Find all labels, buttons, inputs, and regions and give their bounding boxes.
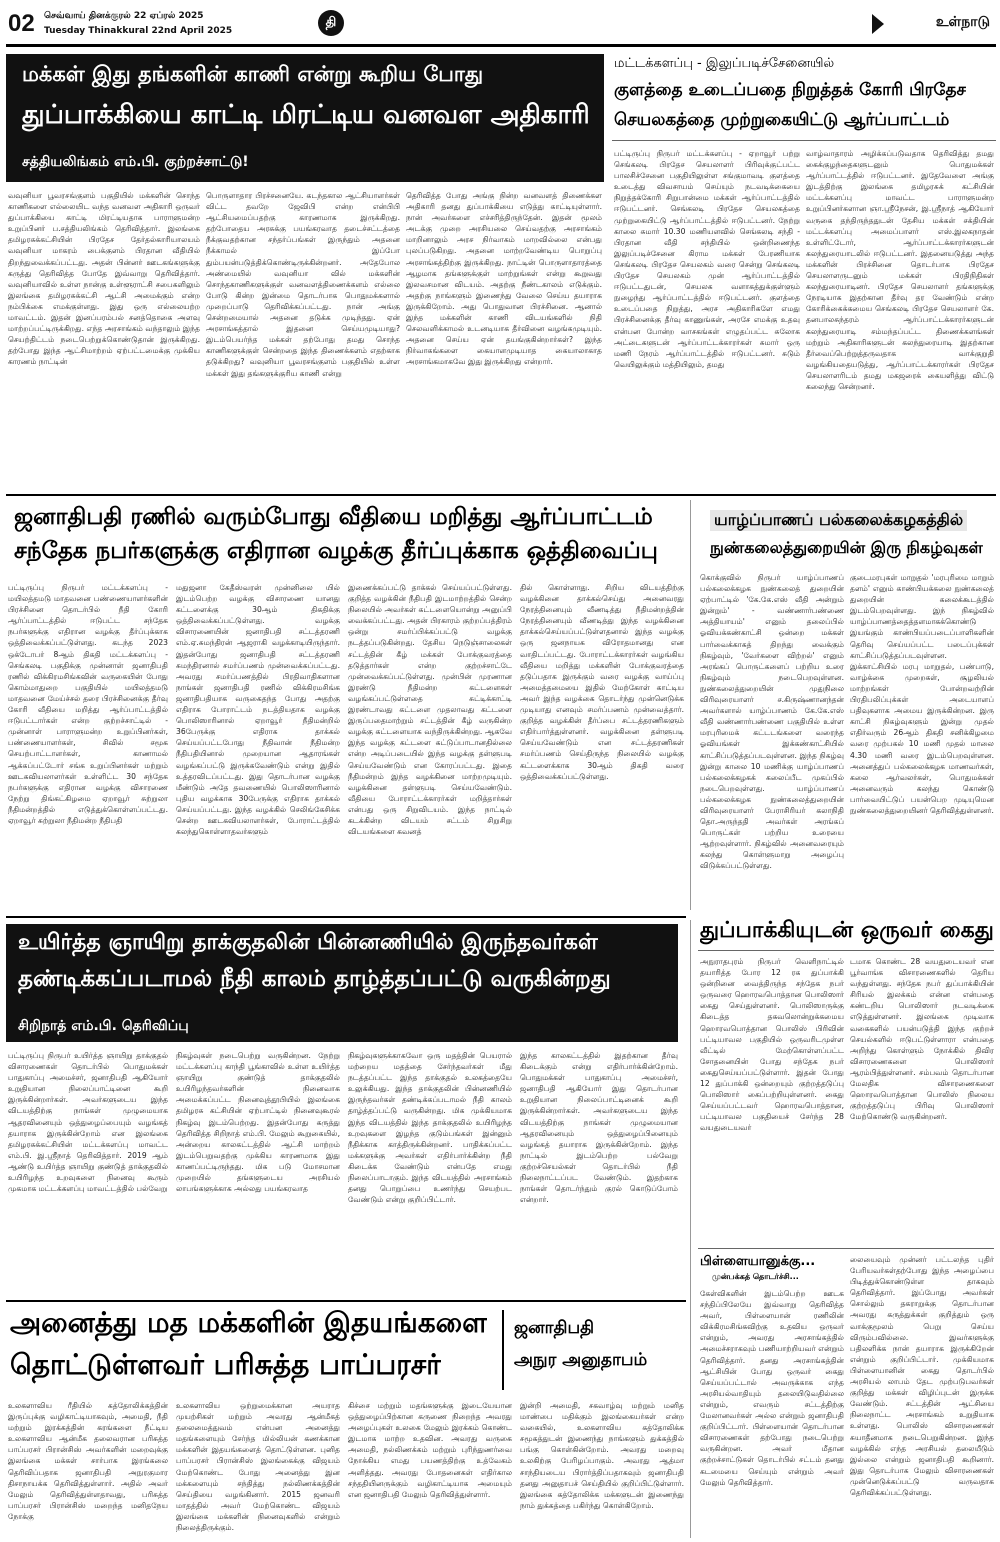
article6-column-1: பட்டிருப்பு நிருபர் உயிர்த்த ஞாயிறு தாக்குதல் விசாரணைகள் தொடர்பில் பொதுமக்கள் பாதுகாப்பு அமைச்சர், ஜனாதிபதி ஆகியோர் உறுதியான நிலைப்பாட்டினை கூறி இருக்கின்றார்கள். அவர்களுடைய இந்த விடயத்திற்கு நாங்கள் முழுமையாக ஆதரவினையும் ஒத்துழைப்பையும் வழங்கத் தயாராக இருக்கின்றோம் என இலங்கை தமிழரசுக்கட்சியின் மட்டக்களப்பு மாவட்ட எம்.பி. இ.ஸ்ரீநாத் தெரிவித்தார். 2019 ஆம் ஆண்டு உயிர்த்த ஞாயிறு குண்டுத் தாக்குதலில் உயிரிழந்த உறவுகளை நினைவு கூரும் முகமாக மட்டக்களப்பு மாவட்டத்தில் பல்வேறு (8, 1051, 168, 1194)
article6-column-4: இந்த காலகட்டத்தில் இதற்கான தீர்வு கிடைக்கும் என்று எதிர்பார்க்கின்றோம். பொதுமக்கள் பாதுகாப்பு அமைச்சர், ஜனாதிபதி ஆகியோர் இது தொடர்பான உறுதியான நிலைப்பாட்டினைக் கூறி இருக்கின்றார்கள். அவர்களுடைய இந்த விடயத்திற்கு நாங்கள் முழுமையான ஆதரவினையும் ஒத்துழைப்பினையும் வழங்கத் தயாராக இருக்கின்றோம். இந்த நாட்டில் இடம்பெற்ற பல்வேறு குற்றச்செயல்கள் தொடர்பில் நீதி நிலைநாட்டப்பட வேண்டும். இதற்காக நாங்கள் தொடர்ந்தும் குரல் கொடுப்போம் என்றார். (520, 1051, 678, 1205)
article4-column-1: கொக்குவில் நிருபர் யாழ்ப்பாணப் பல்கலைக்கழக நுண்கலைத் துறையின் ஏற்பாட்டில் 'கே.கே.எஸ் வீதி அன்றும் இன்றும்' - வண்ணார்பண்ணை அத்தியாயம்' எனும் தலைப்பில் ஓவியக்கண்காட்சி ஒன்றை மக்கள் பார்வைக்காகத் திறந்து வைக்கும் நிகழ்வும், 'வேர்களை விற்றல்' எனும் அரங்கப் பொருட்களைப் பற்றிய உரை நிகழ்வும் நடைபெறவுள்ளன. நுண்கலைத்துறையின் முதுநிலை விரிவுரையாளர் ச.கிருஷ்ணானந்தன் அவர்களால் யாழ்ப்பாணம் கே.கே.எஸ் வீதி வண்ணார்பண்ணை பகுதியில் உள்ள மரபுரிமைக் கட்டடங்களை வரைந்த ஓவியங்கள் இக்கண்காட்சியில் காட்சிப்படுத்தப்படவுள்ளன. இந்த நிகழ்வு இன்று காலை 10 மணிக்கு யாழ்ப்பாணப் பல்கலைக்கழகக் கலைப்பீட முகப்பில் நடைபெறவுள்ளது. யாழ்ப்பாணப் பல்கலைக்கழக நுண்கலைத்துறையின் விரிவுரையாளர் பேராசிரியர் கலாநிதி தொ.அருந்ததி அவர்கள் அரங்கப் பொருட்கள் பற்றிய உரையை ஆற்றவுள்ளார். நிகழ்வில் அனைவரையும் கலந்து கொள்ளுமாறு அழைப்பு விடுக்கப்பட்டுள்ளது. (700, 573, 844, 871)
article1-headline-line2: துப்பாக்கியை காட்டி மிரட்டிய வனவள அதிகாரி (22, 100, 590, 130)
article8-column-2: உலகளாவிய ஒற்றுமைக்கான அயராத முயற்சிகள் மற்றும் அவரது ஆன்மீகத் தலைமைத்துவம் என்பன அனைத்து மதங்களையும் சேர்ந்த மில்லியன் கணக்கான மக்களின் இதயங்களைத் தொட்டுள்ளன. புனித பாப்பரசர் பிரான்சிஸ் இலங்கைக்கு விஜயம் மேற்கொண்ட போது அனைத்து இன மக்களையும் சந்தித்து நல்லிணக்கத்தின் செய்தியை வழங்கினார். 2015 ஜனவரி மாதத்தில் அவர் மேற்கொண்ட விஜயம் இலங்கை மக்களின் நினைவுகளில் என்றும் நிலைத்திருக்கும். (176, 1401, 340, 1533)
article5-column-2: டமாக கொண்ட 28 வயதுடையவர் என பூர்வாங்க விசாரணைகளில் தெரிய வந்துள்ளது. சந்தேக நபர் துப்பாக்கியின் சிரியல் இலக்கம் என்ன என்பதை கண்டறிய பொலிஸார் நடவடிக்கை எடுத்துள்ளனர். இலங்கை முடிவாக வகைகளில் பயன்படுத்தி இந்த குற்றச் செயல்களில் ஈடுபட்டுள்ளாரா என்பதை அறிந்து கொள்ளும் நோக்கில் திவிர விசாரணைகளை பொலிஸார் ஆரம்பித்துள்ளனர். சம்பவம் தொடர்பான மேலதிக விசாரணைகளை ஹொரவபொத்தான பொலிஸ் நிலைய குற்றத்தடுப்பு பிரிவு பொலிஸார் மேற்கொண்டு வருகின்றனர். (850, 957, 994, 1122)
article1-subhead: சத்தியலிங்கம் எம்.பி. குற்றச்சாட்டு! (22, 154, 249, 170)
article7-top-rule (698, 1248, 994, 1249)
article8-side-divider (502, 1310, 504, 1390)
article4-column-2: குடைமரபுகள் மாறுதல் 'மரபுரிமை மாறும் தளம்' எனும் காண்பியக்கலை நுண்கலைத் துறையின் கலைக்கூடத்தில் இடம்பெறவுள்ளது. இந் நிகழ்வில் யாழ்ப்பாணத்தைத்தளமாகக்கொண்டு இயங்கும் காண்பியப்படைப்பாளிகளின் தெரிவு செய்யப்பட்ட படைப்புக்கள் காட்சிப்படுத்தப்படவுள்ளன. இக்காட்சியில் மரபு மாறுதல், பண்பாடு, வாழ்க்கை முறைகள், சூழலியல் மாற்றங்கள் போன்றவற்றின் பிரதிபலிப்புக்கள் அடையாளப் பதிவுகளாக அமைய இருக்கின்றன. இரு காட்சி நிகழ்வுகளும் இன்று முதல் எதிர்வரும் 26ஆம் திகதி சனிக்கிழமை வரை முற்பகல் 10 மணி முதல் மாலை 4.30 மணி வரை இடம்பெறவுள்ளன. அனைத்துப் பல்கலைக்கழக மாணவர்கள், கலை ஆர்வலர்கள், பொதுமக்கள் அனைவரும் கலந்து கொண்டு பார்வையிட்டுப் பயன்பெற முடியுமென நுண்கலைத்துறையினர் தெரிவித்துள்ளனர். (850, 573, 994, 815)
article1-column-2: பொருளாதார பிரச்சனையே. கடந்தகால ஆட்சியாளர்கள் விட்ட தவறே ஜேவிபி என்ற என்பிபி ஆட்சியமைப்பதற்கு காரணமாக இருக்கிறது. தற்போதைய அரசுக்கு பயங்கரவாத தடைச்சட்டத்தை நீக்குவதற்கான சந்தர்ப்பங்கள் இருந்தும் அதனை நீக்காமல் இப்போ தும்பயன்படுத்திக்கொண்டிருக்கின்றனர். அதேபோல அண்மையில் வவுனியா வில் மக்களின் சொந்தகாணிகளுக்குள் வனவளத்திணைக்களம் எல்லை போடு கின்ற இன்மை தொடர்பாக பொதுமக்களால் முறைப்பாடு தெரிவிக்கப்பட்டது. நான் அங்கு சென்றமையால் அதனை தடுக்க முடிந்தது. ஏன் அரசாங்கத்தால் இதனை செய்யமுடியாது? இடம்பெயர்ந்த மக்கள் தற்போது தமது சொந்த காணிகளுக்குள் சென்றதை இந்த திணைக்களம் எதற்காக தடுக்கிறது? வவுனியா பூவரசங்குளம் பகுதியில் உள்ள மக்கள் இது தங்களுக்குரிய காணி என்று (206, 191, 400, 378)
logo-text: தி (325, 15, 337, 30)
newspaper-logo (318, 10, 344, 36)
article8-column-3: கிச்சை மற்றும் மதங்களுக்கு இடையேயான ஒத்துழைப்பிற்கான கருணை நிறைந்த அவரது அழைப்புகள் உலகை மேலும் இரக்கம் கொண்ட இடமாக மாற்ற உதவின. அவரது வருகை அமைதி, நல்லிணக்கம் மற்றும் புரிந்துணர்வை நோக்கிய எமது பயணத்திற்கு உத்வேகம் அளித்தது. அவரது போதனைகள் எதிர்கால சந்ததியினருக்கும் வழிகாட்டியாக அமையும் என ஜனாதிபதி மேலும் தெரிவித்துள்ளார். (348, 1401, 512, 1499)
article8-headline-line1: அனைத்து மத மக்களின் இதயங்களை (10, 1306, 488, 1339)
page-number: 02 (8, 10, 35, 37)
article4-headline-box (700, 502, 994, 566)
article2-headline-line2: செயலகத்தை முற்றுகையிட்டு ஆர்ப்பாட்டம் (614, 110, 950, 130)
article2-headline-line1: குளத்தை உடைப்பதை நிறுத்தக் கோரி பிரதேச (614, 80, 966, 100)
article2-kicker: மட்டக்களப்பு - இலுப்படிச்சேனையில் (614, 56, 835, 71)
article3-column-3: இணைக்கப்பட்டு தாக்கல் செய்யப்பட்டுள்ளது. குறித்த வழக்கின் நீதிபதி இடமாற்றத்தில் சென்ற நிலையில் அவர்கள் கட்டளையொன்று அனுப்பி வைக்கப்பட்டது. அதன் பிரகாரம் குற்றப்பத்திரம் ஒன்று சமர்ப்பிக்கப்பட்டு வழக்கு நடத்தப்படுகின்றது. தேசிய நெடுஞ்சாலைகள் சட்டத்தின் கீழ் மக்கள் போக்குவரத்தை தடுத்தார்கள் என்ற குற்றச்சாட்டே முன்வைக்கப்பட்டுள்ளது. முன்பின் முரணான இரண்டு நீதிமன்ற கட்டளைகள் வழங்கப்பட்டுள்ளதை சுட்டிக்காட்டி இரண்டாவது கட்டளை முதலாவது கட்டளை இருப்பதைமாற்றும் சட்டத்தின் கீழ் வருகின்ற வழக்கு கட்டளையாக வந்திருக்கின்றது. ஆகவே இந்த வழக்கு கட்டளை கட்டுப்பாடானதில்லை என்ற அடிப்படையில் இந்த வழக்கு தள்ளுபடி செய்யவேண்டும் என கோரப்பட்டது. இதை நீதிமன்றம் இந்த வழக்கினை மாற்றமுடியும். வழக்கினை தள்ளுபடி செய்யவேண்டும். வீதியை போராட்டக்காரர்கள் மறித்தார்கள் என்பது ஒரு சிறுவிடயம். இந்த நாட்டில் கடக்கின்ற விடயம் சட்டம் சிறுசிறு விடயங்களை கவனத் (348, 583, 512, 837)
article6-column-3: நிகழ்வுகளுக்காகவோ ஒரு மதத்தின் பெயரால் மற்றைய மதத்தை சேர்ந்தவர்கள் மீது நடத்தப்பட்ட இந்த தாக்குதல் உலகத்தையே உலுக்கியது. இந்த தாக்குதலின் பின்னணியில் இருந்தவர்கள் தண்டிக்கப்படாமல் நீதி காலம் தாழ்த்தப்பட்டு வருகின்றது. மிக முக்கியமாக இந்த விடயத்தில் இந்த தாக்குதலில் உயிரிழந்த உறவுகளை இழந்த குடும்பங்கள் இன்னும் நீதிக்காக காத்திருக்கின்றனர். பாதிக்கப்பட்ட மக்களுக்கு அவர்கள் எதிர்பார்க்கின்ற நீதி கிடைக்க வேண்டும் என்பதே எமது நிலைப்பாடாகும். இந்த விடயத்தில் அரசாங்கம் தனது பொறுப்பை உணர்ந்து செயற்பட வேண்டும் என்று குறிப்பிட்டார். (348, 1051, 512, 1205)
article3-column-2: மதுஜனா கேதீஸ்வரன் முன்னிலை யில் இடம்பெற்ற வழக்கு விசாரணை யானது கட்டளைக்கு 30ஆம் திகதிக்கு ஒத்திவைக்கப்பட்டுள்ளது. வழக்கு விசாரணையின் ஜனாதிபதி சட்டத்தரணி எம்.ஏ.சுமந்திரன் ஆஜராகி வழக்காடியிருந்தார். இதன்போது ஜனாதிபதி சட்டத்தரணி சுமந்திரனால் சமர்ப்பணம் முன்வைக்கப்பட்டது. அவரது சமர்ப்பணத்தில் பிரதிவாதிகளான நாங்கள் ஜனாதிபதி ரணில் விக்கிரமசிங்க ஜனாதிபதியாக வருகைதந்த போது அதற்கு எதிராக போராட்டம் நடத்தியதாக வழக்கு பொலிஸாரினால் ஏறாவூர் நீதிமன்றில் 36பேருக்கு எதிராக தாக்கல் செய்யப்பட்டபோது நீதிவான் நீதிமன்ற நீதிபதியினால் முறையான ஆதாரங்கள் வழங்கப்பட்டு இருக்கவேண்டும் என்று இதில் உத்தரவிடப்பட்டது. இது தொடர்பான வழக்கு மீண்டும் அதே தவணையில் பொலிஸாரினால் புதிய வழக்காக 30பேருக்கு எதிராக தாக்கல் செய்யப்பட்டது. இந்த வழக்கில் செலிங்கேசிக்க சென்ற ஊடகவியலாளர்கள், போராட்டத்தில் கலந்துகொள்ளாதவர்களும் (176, 583, 340, 837)
article5-headline: துப்பாக்கியுடன் ஒருவர் கைது (700, 918, 994, 943)
article8-column-1: உலகளாவிய ரீதியில் கத்தோலிக்கத்தின் இருப்புக்கு வழிகாட்டியாகவும், அமைதி, நீதி மற்றும் இரக்கத்தின் கரங்களை நீட்டிய உலகளாவிய ஆன்மீக தலைவரான பரிசுத்த பாப்பரசர் பிரான்சிஸ் அவர்களின் மறைவுக்கு இலங்கை மக்கள் சார்பாக இரங்கலை தெரிவிப்பதாக ஜனாதிபதி அநுரகுமார திசாநாயக்க தெரிவித்துள்ளார். அதில் அவர் மேலும் தெரிவித்துள்ளதாவது, பரிசுத்த பாப்பரசர் பிரான்சிஸ் மறைந்த மனிதநேய நோக்கு (8, 1401, 168, 1521)
section-label-text: உள்நாடு (935, 14, 990, 30)
article5-column-1: அநுராதபுரம் நிருபர் வெளிநாட்டில் தயாரித்த போர 12 ரக துப்பாக்கி ஒன்றினை வைத்திருந்த சந்தேக நபர் ஒருவரை ஹொரவபொத்தான பொலிஸார் கைது செய்துள்ளனர். பொலிஸாருக்கு கிடைத்த தகவலொன்றுக்கமைய ஹொரவபொத்தான பொலிஸ் பிரிவின் பட்டியாவல பகுதியில் ஒருவரிடமுள்ள வீட்டில் மேற்கொள்ளப்பட்ட சோதனையின் போது சந்தேக நபர் கைதுசெய்யப்பட்டுள்ளார். இதன் போது 12 துப்பாக்கி ஒன்றையும் குற்றத்தடுப்பு பொலிஸார் கைப்பற்றியுள்ளனர். கைது செய்யப்பட்டவர் ஹொரவபொத்தான, பட்டியாவல பகுதியைச் சேர்ந்த 28 வயதுடையவர் (700, 957, 844, 1133)
section-divider-3 (6, 1300, 686, 1302)
article3-column-4: தில் கொள்ளாது. சிறிய விடயத்திற்கு வழக்கினை தாக்கல்செய்து அனைவரது நேரத்தினையும் வீணடித்து நீதிமன்றத்தின் நேரத்தினையும் வீணடித்து இந்த வழக்கினை தாக்கல்செய்யப்பட்டுள்ளதனால் இந்த வழக்கு ஒரு ஜனநாயக விரோதமானது என வாதிடப்பட்டது. போராட்டக்காரர்கள் வழங்கிய வீதியை மறித்து மக்களின் போக்குவரத்தை தடுப்பதாக இருக்கும் வரை வழக்கு வாய்ப்பு அமைத்தமையை இதில் மேற்கோள் காட்டிய அவர் இந்த வழக்கை தொடர்ந்து முன்னெடுக்க முடியாது எனவும் சமர்ப்பணம் முன்வைத்தார். குறித்த வழக்கின் தீர்ப்பை சட்டத்தரணிகளும் எதிர்பார்த்துள்ளனர். வழக்கினை தள்ளுபடி செய்யவேண்டும் என சட்டத்தரணிகள் சமர்ப்பணம் செய்திருந்த நிலையில் வழக்கு கட்டளைக்காக 30ஆம் திகதி வரை ஒத்திவைக்கப்பட்டுள்ளது. (520, 583, 684, 781)
article1-headline-box (6, 54, 604, 182)
article3-headline-line1: ஜனாதிபதி ரணில் வரும்போது வீதியை மறித்து ஆர்ப்பாட்டம் (14, 504, 653, 530)
article8-side-label2: அநுர அனுதாபம் (514, 1350, 648, 1370)
column-divider-bottom (690, 920, 691, 1538)
masthead-rule (6, 44, 996, 47)
article6-column-2: நிகழ்வுகள் நடைபெற்று வருகின்றன. நேற்று மட்டக்களப்பு காந்தி பூங்காவில் உள்ள உயிர்த்த ஞாயிறு குண்டுத் தாக்குதலில் உயிரிழந்தவர்களின் நினைவாக அமைக்கப்பட்ட நினைவுத்தூபியில் இலங்கை தமிழரசு கட்சியின் ஏற்பாட்டில் நினைவுகூரல் நிகழ்வு இடம்பெற்றது. இதன்போது கருத்து தெரிவித்த சிறிநாத் எம்.பி. மேலும் கூறுகையில், அன்றைய காலகட்டத்தில் ஆட்சி மாற்றம் இடம்பெறுவதற்கு முக்கிய காரணமாக இது காணப்பட்டிருந்தது. மிக படு மோசமான முறையில் தங்களுடைய அரசியல் லாபங்களுக்காக அல்லது பயங்கரவாத (176, 1051, 340, 1194)
article7-column-1: கேள்விகளின் இடம்பெற்ற ஊடக சந்திப்பிலேயே இவ்வாறு தெரிவித்த அவர், பிள்ளையான் ரணிலின் விக்கிரமசிங்கவிற்கு உதவிய ஒருவர் என்றும், அவரது அரசாங்கத்தில் அமைச்சராகவும் பணியாற்றியவர் என்றும் தெரிவித்தார். தனது அரசாங்கத்தின் ஆட்சியின் போது ஒருவர் கைது செய்யப்பட்டால் அவருக்காக எந்த அரசியல்வாதியும் தலையிடுவதில்லை என்றும், எவரும் சட்டத்திற்கு மேலானவர்கள் அல்ல என்றும் ஜனாதிபதி குறிப்பிட்டார். பிள்ளையான் தொடர்பான விசாரணைகள் தற்போது நடைபெற்று வருகின்றன. அவர் மீதான குற்றச்சாட்டுகள் தொடர்பில் சட்டம் தனது கடமையை செய்யும் என்றும் அவர் மேலும் தெரிவித்தார். (700, 1289, 844, 1487)
column-divider-right (690, 500, 691, 910)
article3-column-1: பட்டிருப்பு நிருபர் மட்டக்களப்பு - மயிலத்தமடு மாதவனை பண்ணையாளர்களின் பிரச்சினை தொடர்பில் நீதி கோரி ஆர்ப்பாட்டத்தில் ஈடுபட்ட சந்தேக நபர்களுக்கு எதிரான வழக்கு தீர்ப்புக்காக ஒத்திவைக்கப்பட்டுள்ளது. கடந்த 2023 ஒக்டோபர் 8ஆம் திகதி மட்டக்களப்பு - செங்கலடி பகுதிக்கு முன்னாள் ஜனாதிபதி ரணில் விக்கிரமசிங்கவின் வருகையின் போது கொம்மாதுறை பகுதியில் மயிலத்தமடு மாதவனை மேய்ச்சல் தரை பிரச்சினைக்கு தீர்வு கோரி வீதியை மறித்து ஆர்ப்பாட்டத்தில் ஈடுபட்டார்கள் என்ற குற்றச்சாட்டில் - முன்னாள் பாராளுமன்ற உறுப்பினர்கள், பண்ணையாளர்கள், சிவில் சமூக செயற்பாட்டாளர்கள், காணாமல் ஆக்கப்பட்டோர் சங்க உறுப்பினர்கள் மற்றும் ஊடகவியலாளர்கள் உள்ளிட்ட 30 சந்தேக நபர்களுக்கு எதிரான வழக்கு விசாரணை நேற்று திங்கட்கிழமை ஏறாவூர் சுற்றுலா நீதிமன்றத்தில் எடுத்துக்கொள்ளப்பட்டது. ஏறாவூர் சுற்றுலா நீதிமன்ற நீதிபதி (8, 583, 168, 825)
article4-headline-line2: நுண்கலைத்துறையின் இரு நிகழ்வுகள் (710, 538, 983, 557)
article6-headline-line2: தண்டிக்கப்படாமல் நீதி காலம் தாழ்த்தப்பட்டு வருகின்றது (18, 966, 611, 992)
article7-headline: பிள்ளையானுக்கு... (700, 1254, 816, 1269)
article4-headline-line1: யாழ்ப்பாணப் பல்கலைக்கழகத்தில் (710, 510, 967, 531)
article6-headline-box (6, 924, 678, 1042)
article1-headline-line1: மக்கள் இது தங்களின் காணி என்று கூறிய போது (22, 62, 484, 86)
article8-column-4: இன்றி அமைதி, சகவாழ்வு மற்றும் மனித மாண்பை மதிக்கும் இலங்கையர்கள் என்ற வகையில், உலகளாவிய கத்தோலிக்க சமூகத்துடன் இணைந்து நாங்களும் துக்கத்தில் பங்கு கொள்கின்றோம். அவரது மறைவு உலகிற்கு பேரிழப்பாகும். அவரது ஆத்மா சாந்தியடைய பிரார்த்திப்பதாகவும் ஜனாதிபதி தனது அனுதாபச் செய்தியில் குறிப்பிட்டுள்ளார். இலங்கை கத்தோலிக்க மக்களுடன் இணைந்து நாம் துக்கத்தை பகிர்ந்து கொள்கிறோம். (520, 1401, 684, 1510)
article1-column-1: வவுனியா பூவரசங்குளம் பகுதியில் மக்களின் சொந்த காணிகளை எல்லையிட வந்த வனவள அதிகாரி ஒருவர் துப்பாக்கியை காட்டி மிரட்டியதாக பாராளுமன்ற உறுப்பினர் ப.சத்தியலிங்கம் தெரிவித்தார். இலங்கை தமிழரசுக்கட்சியின் பிரதேச தேர்தல்காரியாலயம் வவுனியா மாகரம் பைக்குளம் பிரதான வீதியில் திறந்துவைக்கப்பட்டது. அதன் பின்னர் ஊடகங்களுக்கு கருத்து தெரிவித்த போதே இவ்வாறு தெரிவித்தார். வவுனியாவில் உள்ள நான்கு உள்ளூராட்சி சபைகளிலும் இலங்கை தமிழரசுக்கட்சி ஆட்சி அமைக்கும் என்ற நம்பிக்கை எமக்குள்ளது. இது ஒரு எல்லையற்ற மாவட்டம். இதன் இனப்பரம்பல் சனத்தொகை அளவு மாற்றப்பட்டிருக்கிறது. எந்த அரசாங்கம் வந்தாலும் இந்த செயற்திட்டம் நடைபெற்றுக்கொண்டுதான் இருக்கிறது. தற்போது இந்த ஆட்சிமாற்றம் ஏற்பட்டமைக்கு முக்கிய காரணம் நாட்டின் (8, 191, 200, 367)
article6-headline-line1: உயிர்த்த ஞாயிறு தாக்குதலின் பின்னணியில் இருந்தவர்கள் (18, 930, 598, 955)
article8-headline-line2: தொட்டுள்ளவர் பரிசுத்த பாப்பரசர் (10, 1348, 441, 1381)
article8-side-label1: ஜனாதிபதி (514, 1318, 595, 1338)
section-divider-1 (6, 494, 996, 496)
article5-rule (698, 950, 994, 951)
section-label (872, 8, 996, 40)
article2-column-2: வாழ்வாதாரம் அழிக்கப்படுவதாக தெரிவித்து தமது கைக்குழந்தைகளுடனும் பொதுமக்கள் ஆர்ப்பாட்டத்தில் ஈடுபட்டனர். இதேவேளை அங்கு இடத்திற்கு இலங்கை தமிழரசுக் கட்சியின் மட்டக்களப்பு மாவட்ட பாராளுமன்ற உறுப்பினர்களான ஞா.ஸ்ரீநேசன், இ.ஸ்ரீநாத் ஆகியோர் வருகை தந்திருந்ததுடன் தேசிய மக்கள் சக்தியின் மட்டக்களப்பு அமைப்பாளர் எஸ்.இலகநாதன் உள்ளிட்டோர், ஆர்ப்பாட்டக்காரர்களுடன் கலந்துரையாடலில் ஈடுபட்டனர். இதனையடுத்து அந்த மக்களின் பிரச்சினை தொடர்பாக பிரதேச செயலாளருடனும் மக்கள் பிரதிநிதிகள் கலந்துரையாடினர். பிரதேச செயலாளர் தங்களுக்கு நேரடியாக இதற்கான தீர்வு தர வேண்டும் என்ற கோரிக்கைக்கமைய செங்கலடி பிரதேச செயலாளர் கே. தனபாலசுந்தரம் ஆர்ப்பாட்டக்காரர்களுடன் கலந்துரையாடி சம்மந்தப்பட்ட திணைக்களங்கள் மற்றும் அதிகாரிகளுடன் கலந்துரையாடி இதற்கான தீர்வைப்பெற்றுத்தருவதாக வாக்குறுதி வழங்கியதையடுத்து, ஆர்ப்பாட்டக்காரர்கள் பிரதேச செயலாளரிடம் தமது மகஜரைக் கையளித்து விட்டு கலைந்து சென்றனர். (806, 149, 994, 391)
article2-rule (612, 140, 996, 141)
masthead-date-english: Tuesday Thinakkural 22nd April 2025 (44, 26, 233, 36)
masthead-date-tamil: செவ்வாய் தினக்குரல் 22 ஏப்ரல் 2025 (44, 11, 204, 21)
article7-column-2: லையைவும் முன்னர் பட்டலந்த புதிர் பேரியவர்கள்தற்போது இந்த அழைப்பை பிடித்துக்கொண்டுள்ள தாகவும் தெரிவித்தார். இப்போது அவர்கள் சொல்லும் தகராறுக்கு தொடர்பான அவரது கருத்துக்கள் குறித்தும் ஒரு வாக்குமூலம் பெறு செய்ய விரும்பவில்லை. இவர்களுக்கு பதிலளிக்க நான் தயாராக இருக்கிறேன் என்றும் குறிப்பிட்டார். முக்கியமாக பிள்ளையானின் கைது தொடர்பில் அரசியல் லாபம் தேட முற்படுபவர்கள் குறித்து மக்கள் விழிப்புடன் இருக்க வேண்டும். சட்டத்தின் ஆட்சியை நிலைநாட்ட அரசாங்கம் உறுதியாக உள்ளது. பொலிஸ் விசாரணைகள் சுயாதீனமாக நடைபெறுகின்றன. இந்த வழக்கில் எந்த அரசியல் தலையீடும் இல்லை என்றும் ஜனாதிபதி கூறினார். இது தொடர்பாக மேலும் விசாரணைகள் முன்னெடுக்கப்பட்டு வருவதாக தெரிவிக்கப்பட்டுள்ளது. (850, 1255, 994, 1497)
article7-subhead: முன்பக்கத் தொடர்ச்சி... (712, 1272, 799, 1281)
article6-subhead: சிறிநாத் எம்.பி. தெரிவிப்பு (18, 1018, 189, 1034)
article1-column-3: தெரிவித்த போது அங்கு நின்ற வனவளத் திணைக்கள அதிகாரி தனது துப்பாக்கியை எடுத்து காட்டியுள்ளார். நான் அவர்களை எச்சரித்திருந்தேன். இதன் மூலம் அடக்கு முறை அரசியலை செய்வதற்கு அரசாங்கம் மாறினாலும் அரச நிர்வாகம் மாறவில்லை என்பது புலப்படுகிறது. அதனை மாற்றவேண்டிய பொறுப்பு அரசாங்கத்திற்கு இருக்கிறது. நாட்டின் பொருளாதாரத்தை ஆழமாக தங்களுக்குள் மாற்றுங்கள் என்று கூறுவது இலவசமான விடயம். அதற்கு நீண்டகாலம் எடுக்கும். அதற்கு நாங்களும் இணைந்து வேலை செய்ய தயாராக இருக்கிறோம். அது பொதுவான பிரச்சினை. ஆனால் இந்த மக்களின் காணி விடயங்களில் நிதி செலவளிக்காமல் உடனடியாக தீர்வினை வழங்கமுடியும். அதனை செய்ய ஏன் தயங்குகின்றார்கள்? இந்த நிர்வாகங்களை கையாளமுடியாத கையாலாகாத அரசாங்கமாகவே இது இருக்கிறது என்றார். (406, 191, 602, 367)
article2-column-1: பட்டிருப்பு நிருபர் மட்டக்களப்பு - ஏறாவூர் பற்று செங்கலடி பிரதேச செயலாளர் பிரிவுக்குட்பட்ட பாலசிச்சேனை பகுதியிலுள்ள சங்குமாவடி குளத்தை உடைத்து விவசாயம் செய்யும் நடவடிக்கையை நிறுத்தக்கோரி சிறுபான்மை மக்கள் ஆர்ப்பாட்டத்தில் ஈடுபட்டனர். செங்கலடி பிரதேச செயலகத்தை முற்றுகையிட்டு ஆர்ப்பாட்டத்தில் ஈடுபட்டனர். நேற்று காலை சுமார் 10.30 மணியளவில் செங்கலடி சந்தி - பிரதான வீதி சந்தியில் ஒன்றிணைந்த இலுப்படிச்சேனை கிராம மக்கள் பேரணியாக செங்கலடி பிரதேச செயலகம் வரை சென்று செங்கலடி பிரதேச செயலகம் முன் ஆர்ப்பாட்டத்தில் ஈடுபட்டதுடன், செயலக வளாகத்துக்குள்ளும் நுழைந்து ஆர்ப்பாட்டத்தில் ஈடுபட்டனர். குளத்தை உடைப்பதை நிறுத்து, அரச அதிகாரிகளே எமது பிரச்சினைக்கு தீர்வு காணுங்கள், அரசே எமக்கு உதவு என்பன போன்ற வாசகங்கள் எழுதப்பட்ட சுலோக அட்டைகளுடன் ஆர்ப்பாட்டக்காரர்கள் சுமார் ஒரு மணி நேரம் ஆர்ப்பாட்டத்தில் ஈடுபட்டனர். சுடும் வெயிலுக்கும் மத்தியிலும், தமது (614, 149, 800, 369)
section-divider-2 (6, 916, 686, 918)
article3-headline-line2: சந்தேக நபர்களுக்கு எதிரான வழக்கு தீர்ப்புக்காக ஒத்திவைப்பு (14, 538, 658, 564)
